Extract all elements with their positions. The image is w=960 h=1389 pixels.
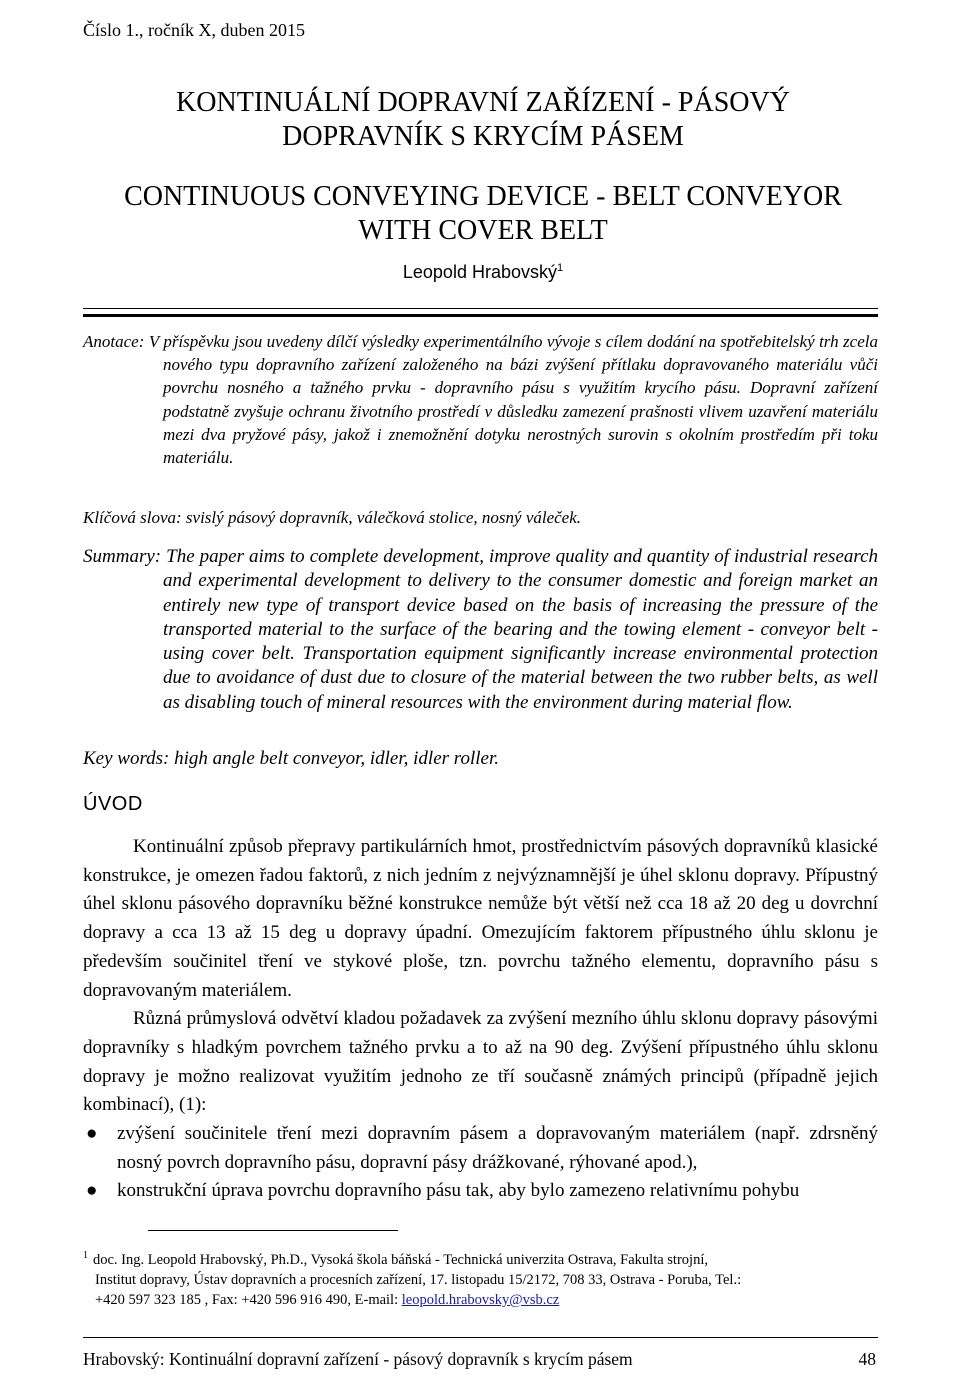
issue-header: Číslo 1., ročník X, duben 2015 xyxy=(83,20,305,40)
list-item-text: zvýšení součinitele tření mezi dopravním pásem a dopravovaným materiálem (např. zdrsněný nosný povrch dopravního pásu, dopravní pásy drážkované, rýhované apod.), xyxy=(117,1123,878,1173)
page-number: 48 xyxy=(858,1349,876,1369)
summary-text: The paper aims to complete development, improve quality and quantity of industrial research and experimental development to delivery to the consumer domestic and foreign market an entirely new type of transport device based on the basis of increasing the pressure of the transported material to the surface of the bearing and the towing element - conveyor belt - using cover belt. Transportation equipment significantly increase environmental protection due to avoidance of dust due to closure of the material between the two rubber belts, as well as disabling touch of mineral resources with the environment during material flow. xyxy=(163,546,878,713)
summary-label: Summary: xyxy=(83,546,162,567)
running-title: Hrabovský: Kontinuální dopravní zařízení - pásový dopravník s krycím pásem xyxy=(83,1349,633,1369)
abstract-text: V příspěvku jsou uvedeny dílčí výsledky experimentálního vývoje s cílem dodání na spotřebitelský trh zcela nového typu dopravního zařízení založeného na bázi zvýšení přítlaku dopravovaného materiálu vůči povrchu nosného a tažného prvku - dopravního pásu s využitím krycího pásu. Dopravní zařízení podstatně zvyšuje ochranu životního prostředí v důsledku zamezení prašnosti vlivem uzavření materiálu mezi dva pryžové pásy, jakož i znemožnění dotyku nerostných surovin s okolním prostředím při toku materiálu. xyxy=(148,332,878,468)
footnote xyxy=(83,1246,883,1310)
title-english-line-2: WITH COVER BELT xyxy=(358,215,608,246)
footnote-line-1: doc. Ing. Leopold Hrabovský, Ph.D., Vysoká škola báňská - Technická univerzita Ostrava, Fakulta strojní, xyxy=(93,1251,708,1268)
bullet-icon: ● xyxy=(86,1180,98,1202)
abstract xyxy=(83,330,878,469)
footnote-separator xyxy=(148,1230,398,1231)
title-czech-line-2: DOPRAVNÍK S KRYCÍM PÁSEM xyxy=(282,121,684,152)
body-paragraph-1: Kontinuální způsob přepravy partikulárních hmot, prostřednictvím pásových dopravníků klasické konstrukce, je omezen řadou faktorů, z nich jedním z nejvýznamnější je úhel sklonu dopravy. Přípustný úhel sklonu pásového dopravníku běžné konstrukce nemůže být větší než cca 18 až 20 deg u dovrchní dopravy a cca 13 až 15 deg u dopravy úpadní. Omezujícím faktorem přípustného úhlu sklonu je především součinitel tření ve stykové ploše, tzn. povrchu tažného elementu, dopravního pásu s dopravovaným materiálem. xyxy=(83,836,878,1001)
author xyxy=(83,262,883,283)
footer-rule xyxy=(83,1337,878,1338)
keywords-czech: Klíčová slova: svislý pásový dopravník, válečková stolice, nosný váleček. xyxy=(83,508,582,527)
abstract-label: Anotace: xyxy=(83,332,145,351)
title-czech xyxy=(83,86,883,154)
footnote-contact: +420 597 323 185 , Fax: +420 596 916 490, E-mail: xyxy=(95,1291,402,1308)
principles-list xyxy=(83,1120,878,1206)
summary xyxy=(83,545,878,715)
title-czech-line-1: KONTINUÁLNÍ DOPRAVNÍ ZAŘÍZENÍ - PÁSOVÝ xyxy=(176,87,790,118)
title-english xyxy=(83,180,883,248)
list-item-text: konstrukční úprava povrchu dopravního pásu tak, aby bylo zamezeno relativnímu pohybu xyxy=(117,1180,800,1202)
author-name: Leopold Hrabovský xyxy=(402,262,557,282)
bullet-icon: ● xyxy=(86,1123,98,1145)
author-footnote-mark: 1 xyxy=(556,262,564,274)
body-paragraph-2: Různá průmyslová odvětví kladou požadavek za zvýšení mezního úhlu sklonu dopravy pásovými dopravníky s hladkým povrchem tažného prvku a to až na 90 deg. Zvýšení přípustného úhlu sklonu dopravy je možno realizovat využitím jednoho ze tří současně známých principů (případně jejich kombinací), (1): xyxy=(83,1008,878,1116)
title-english-line-1: CONTINUOUS CONVEYING DEVICE - BELT CONVEYOR xyxy=(124,181,842,212)
keywords-english: Key words: high angle belt conveyor, idler, idler roller. xyxy=(83,748,500,769)
email-link[interactable]: leopold.hrabovsky@vsb.cz xyxy=(401,1291,560,1308)
list-item xyxy=(83,1120,878,1177)
footnote-line-2: Institut dopravy, Ústav dopravních a procesních zařízení, 17. listopadu 15/2172, 708 33, Ostrava - Poruba, Tel.: xyxy=(95,1271,742,1288)
section-title-uvod: ÚVOD xyxy=(83,793,143,815)
title-separator-rule xyxy=(83,308,878,317)
footnote-mark: 1 xyxy=(83,1250,88,1261)
body-text xyxy=(83,833,878,1206)
list-item xyxy=(83,1177,878,1206)
